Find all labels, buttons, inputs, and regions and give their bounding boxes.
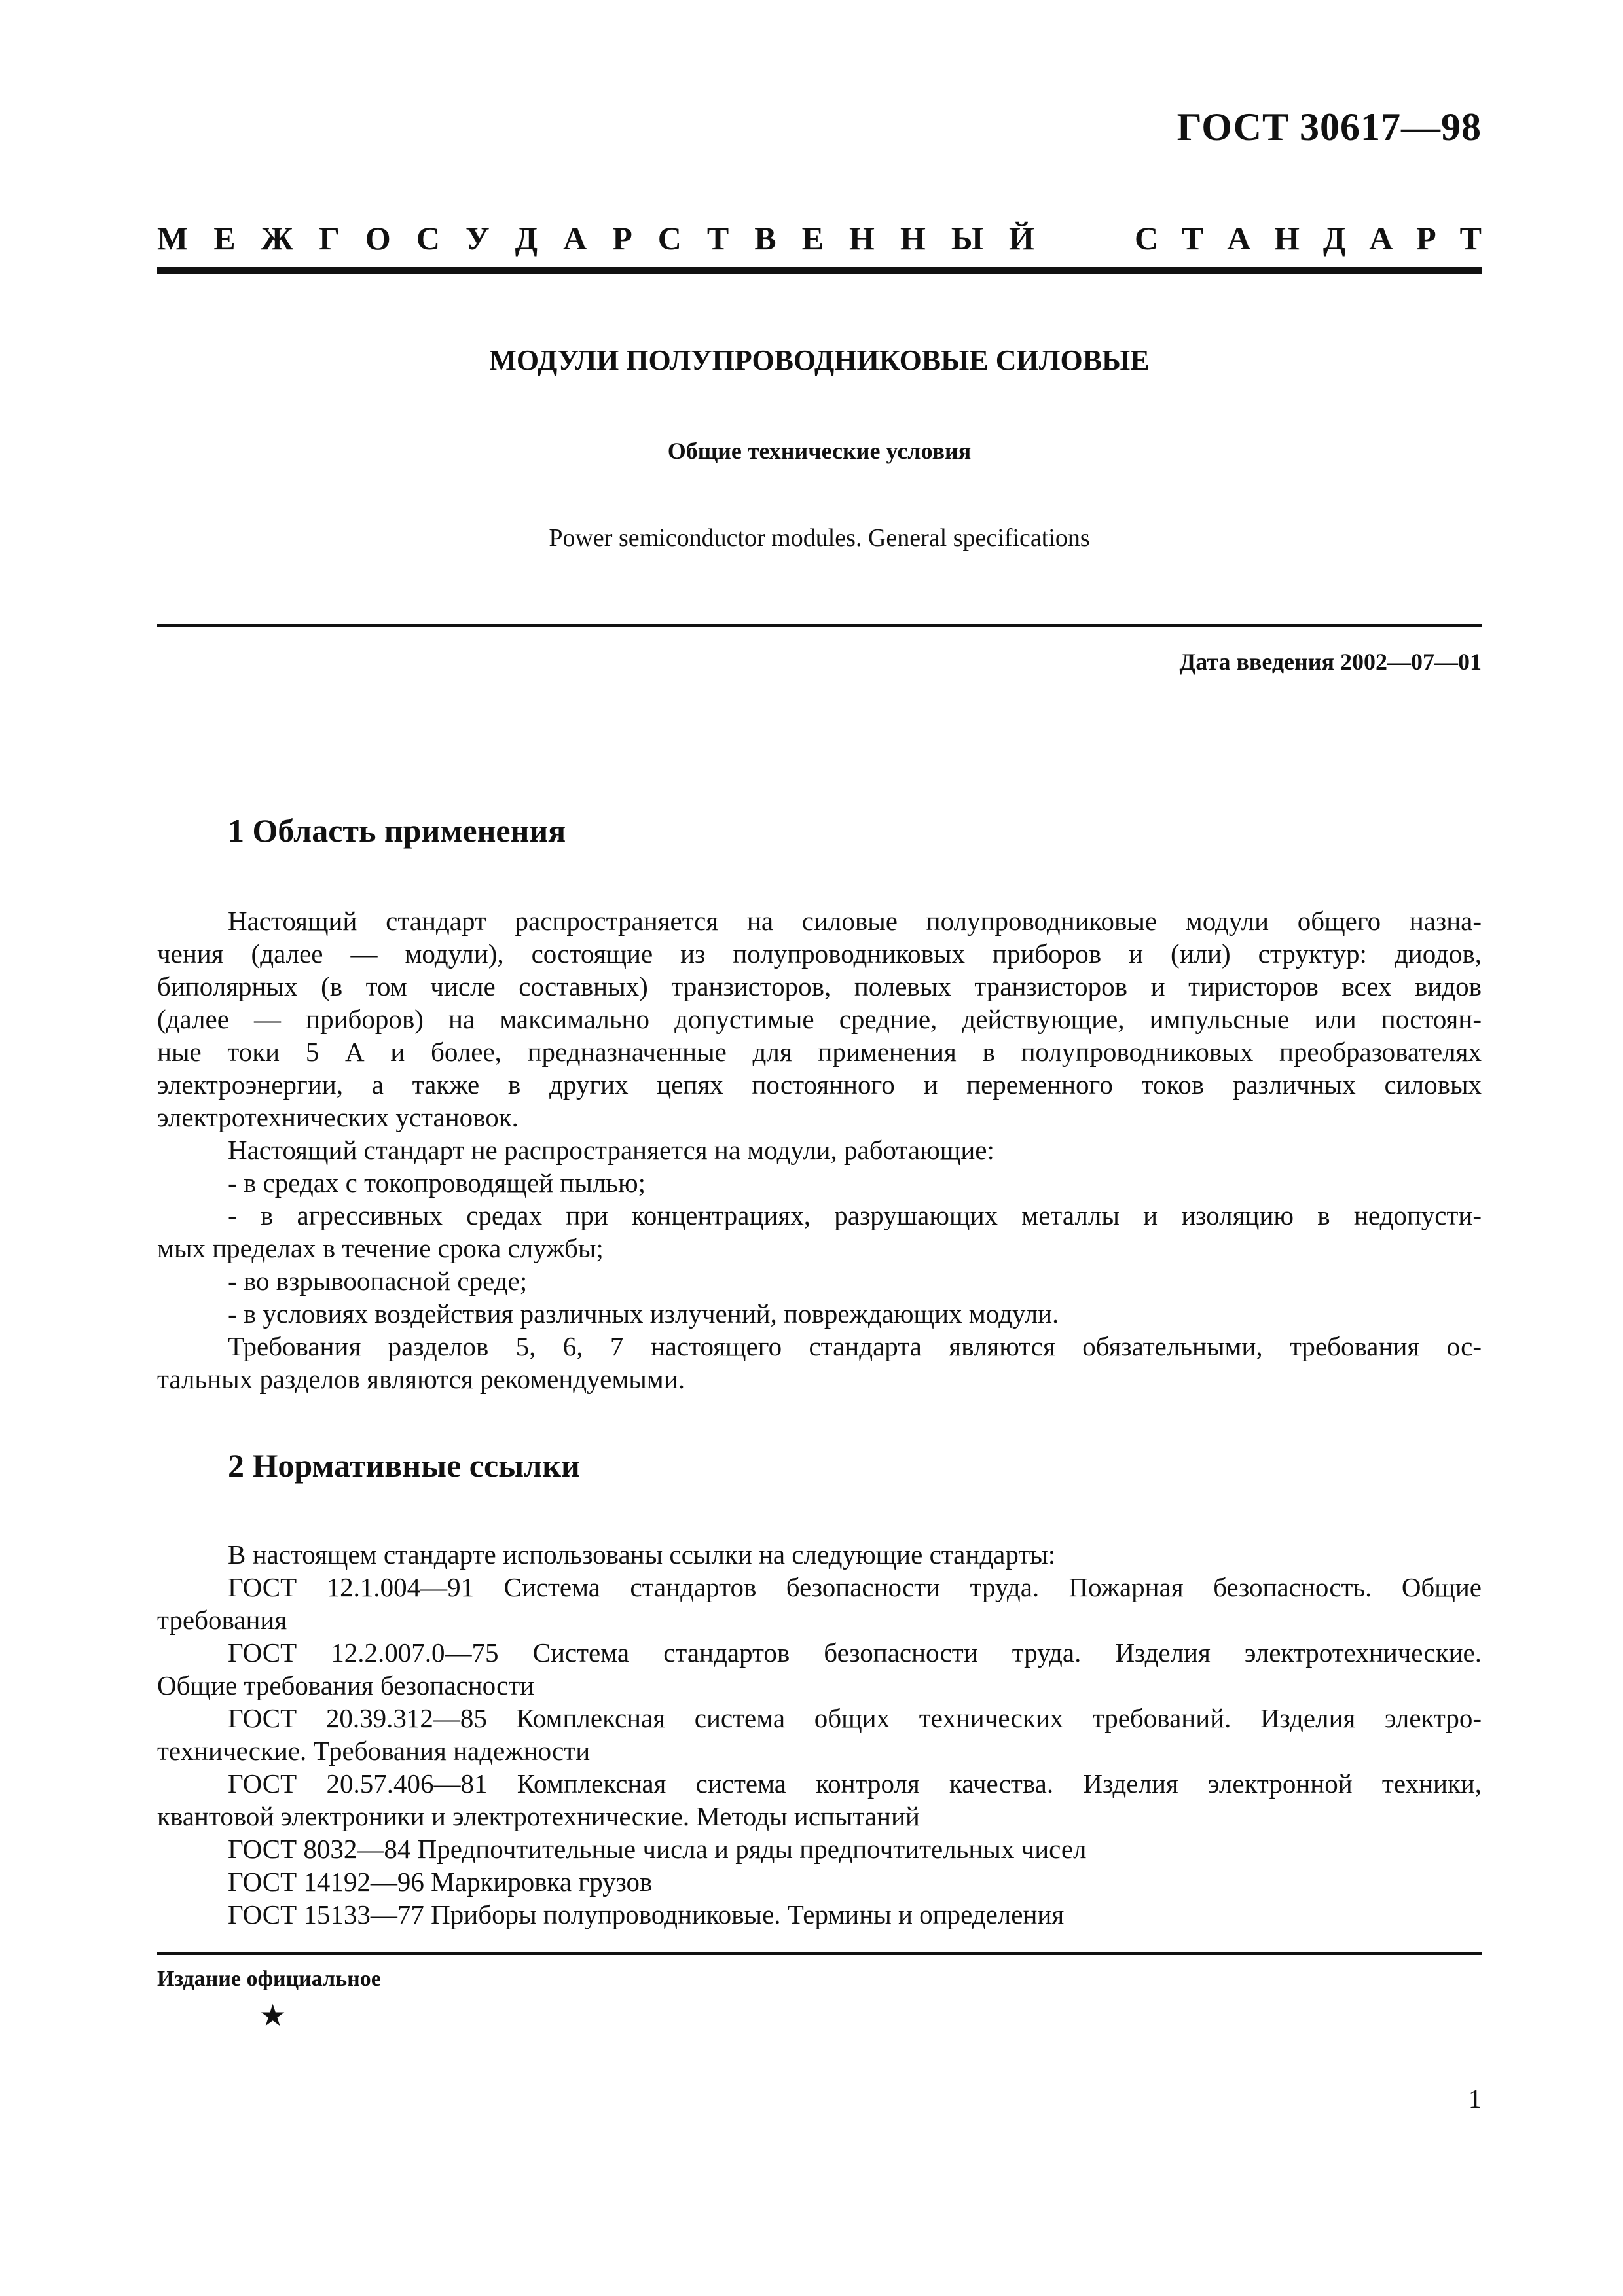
reference-line: ГОСТ 12.1.004—91 Система стандартов безопасности труда. Пожарная безопасность. Общие <box>228 1572 1482 1602</box>
paragraph-line: Требования разделов 5, 6, 7 настоящего стандарта являются обязательными, требования ос- <box>228 1331 1482 1361</box>
reference-line: ГОСТ 20.39.312—85 Комплексная система общих технических требований. Изделия электро- <box>228 1703 1482 1733</box>
banner-letter: А <box>563 220 587 257</box>
list-item: - в средах с токопроводящей пылью; <box>228 1168 646 1198</box>
banner-letter: Й <box>1008 220 1034 257</box>
banner-word-standard <box>1135 219 1482 257</box>
paragraph-line: электроэнергии, а также в других цепях постоянного и переменного токов различных силовых <box>157 1069 1482 1100</box>
banner-letter: А <box>1369 220 1393 257</box>
document-subtitle: Общие технические условия <box>667 438 972 464</box>
reference-line: технические. Требования надежности <box>157 1736 591 1766</box>
banner-letter: Ы <box>951 220 983 257</box>
reference-line: требования <box>157 1605 287 1635</box>
english-title: Power semiconductor modules. General specifications <box>549 524 1090 552</box>
paragraph-line: электротехнических установок. <box>157 1102 519 1132</box>
banner-letter: Д <box>1322 220 1346 257</box>
banner-letter: С <box>1135 220 1159 257</box>
reference-line: квантовой электроники и электротехнические. Методы испытаний <box>157 1801 920 1831</box>
banner-letter: С <box>416 220 440 257</box>
banner-letter: Д <box>515 220 538 257</box>
banner-letter: Е <box>213 220 236 257</box>
star-icon: ★ <box>259 1999 287 2032</box>
paragraph-line: мых пределах в течение срока службы; <box>157 1233 604 1263</box>
paragraph-line: тальных разделов являются рекомендуемыми. <box>157 1364 685 1394</box>
banner-letter: Р <box>612 220 632 257</box>
banner-letter: Г <box>319 220 340 257</box>
section-1-heading: 1 Область применения <box>228 812 566 849</box>
section-2-heading: 2 Нормативные ссылки <box>228 1447 580 1484</box>
banner-letter: А <box>1227 220 1251 257</box>
paragraph-line: ные токи 5 А и более, предназначенные для применения в полупроводниковых преобразователях <box>157 1037 1482 1067</box>
reference-line: ГОСТ 8032—84 Предпочтительные числа и ряды предпочтительных чисел <box>228 1834 1087 1864</box>
banner-letter: Е <box>801 220 824 257</box>
list-item: - во взрывоопасной среде; <box>228 1266 528 1296</box>
banner-letter: Т <box>1459 220 1482 257</box>
page-number: 1 <box>1468 2084 1482 2113</box>
paragraph-line: биполярных (в том числе составных) транзисторов, полевых транзисторов и тиристоров всех видов <box>157 971 1482 1001</box>
paragraph-line: чения (далее — модули), состоящие из полупроводниковых приборов и (или) структур: диодов, <box>157 939 1482 969</box>
paragraph-line: В настоящем стандарте использованы ссылки на следующие стандарты: <box>228 1539 1056 1570</box>
header-rule <box>157 267 1482 274</box>
banner-word-interstate <box>157 219 1034 257</box>
official-edition-label: Издание официальное <box>157 1967 381 1991</box>
banner-letter: Ж <box>261 220 294 257</box>
banner-letter: Н <box>849 220 875 257</box>
reference-line: Общие требования безопасности <box>157 1670 535 1700</box>
banner-letter: Н <box>900 220 926 257</box>
paragraph-line: Настоящий стандарт не распространяется на модули, работающие: <box>228 1135 994 1165</box>
list-item: - в условиях воздействия различных излучений, повреждающих модули. <box>228 1299 1059 1329</box>
list-item: - в агрессивных средах при концентрациях, разрушающих металлы и изоляцию в недопусти- <box>228 1200 1482 1230</box>
reference-line: ГОСТ 14192—96 Маркировка грузов <box>228 1867 653 1897</box>
title-rule <box>157 624 1482 627</box>
reference-line: ГОСТ 20.57.406—81 Комплексная система контроля качества. Изделия электронной техники, <box>228 1768 1482 1799</box>
banner-letter: М <box>157 220 189 257</box>
banner-letter: У <box>465 220 490 257</box>
banner-letter: Н <box>1274 220 1300 257</box>
introduction-date: Дата введения 2002—07—01 <box>1179 649 1482 675</box>
footer-rule <box>157 1952 1482 1955</box>
banner-letter: В <box>754 220 776 257</box>
interstate-standard-banner <box>157 219 1482 257</box>
banner-letter: Т <box>1181 220 1204 257</box>
banner-letter: Р <box>1416 220 1436 257</box>
banner-letter: О <box>365 220 391 257</box>
document-title: МОДУЛИ ПОЛУПРОВОДНИКОВЫЕ СИЛОВЫЕ <box>489 344 1150 376</box>
banner-letter: Т <box>706 220 729 257</box>
document-number: ГОСТ 30617—98 <box>1176 105 1482 149</box>
reference-line: ГОСТ 15133—77 Приборы полупроводниковые. Термины и определения <box>228 1899 1065 1929</box>
banner-letter: С <box>657 220 682 257</box>
paragraph-line: (далее — приборов) на максимально допустимые средние, действующие, импульсные или постоян- <box>157 1004 1482 1034</box>
paragraph-line: Настоящий стандарт распространяется на силовые полупроводниковые модули общего назна- <box>228 906 1482 936</box>
reference-line: ГОСТ 12.2.007.0—75 Система стандартов безопасности труда. Изделия электротехнические. <box>228 1638 1482 1668</box>
